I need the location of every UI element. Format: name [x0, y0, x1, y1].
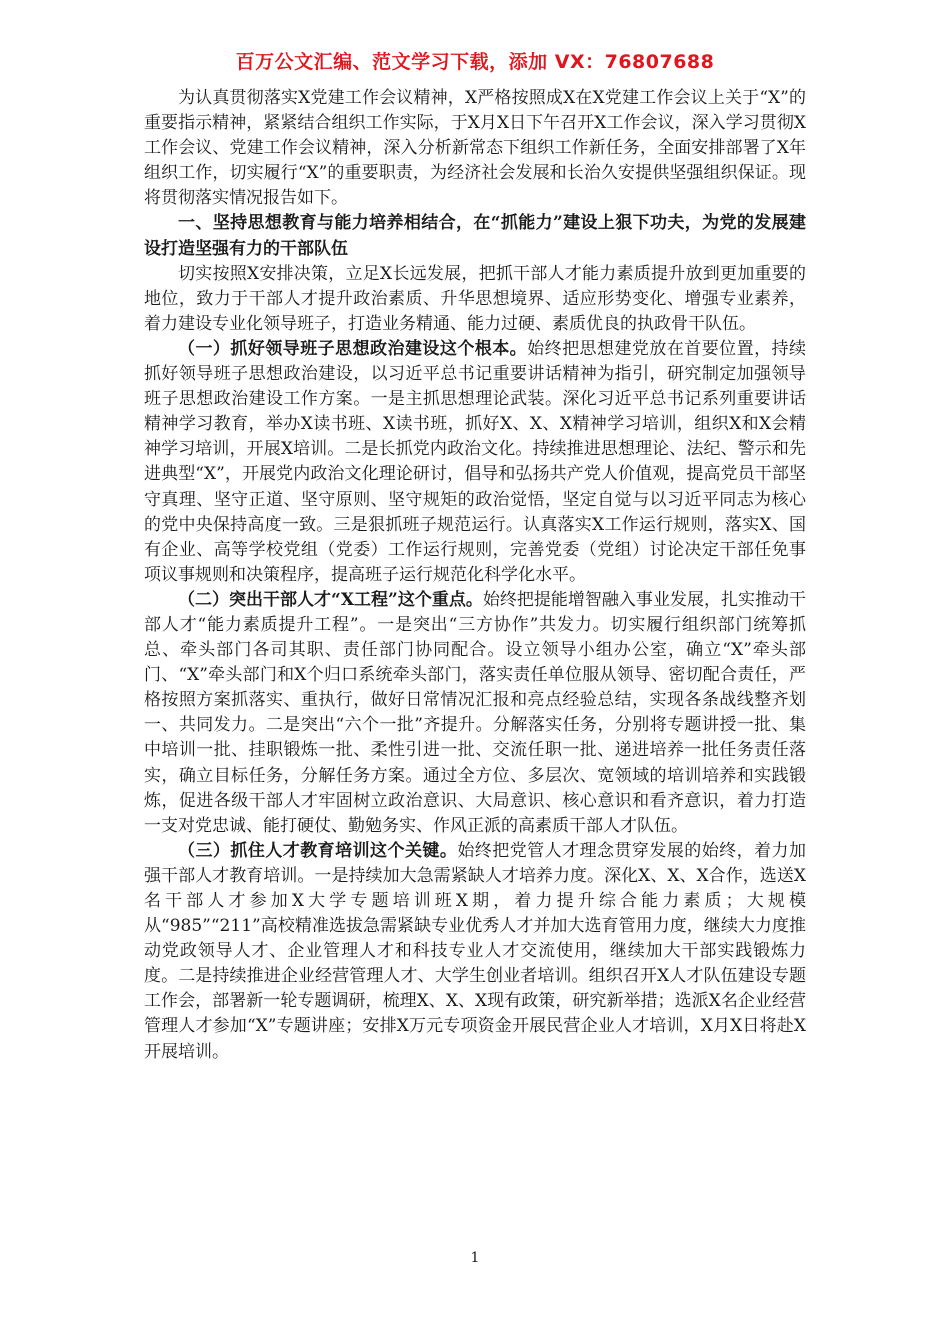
paragraph-item-3 — [144, 839, 806, 1065]
page-number: 1 — [470, 1250, 480, 1266]
paragraph-section-intro — [144, 262, 806, 337]
paragraph-intro — [144, 86, 806, 211]
banner-watermark: 百万公文汇编、范文学习下载，添加 VX：76807688 — [235, 51, 715, 73]
subheading-lead: （二）突出干部人才“X工程”这个重点。 — [178, 589, 483, 610]
subheading-lead: （一）抓好领导班子思想政治建设这个根本。 — [178, 338, 528, 359]
paragraph-text: 切实按照X安排决策，立足X长远发展，把抓干部人才能力素质提升放到更加重要的地位，致力于干部人才提升政治素质、升华思想境界、适应形势变化、增强专业素养，着力建设专业化领导班子，打造业务精通、能力过硬、素质优良的执政骨干队伍。 — [144, 263, 806, 334]
heading-text: 一、坚持思想教育与能力培养相结合，在“抓能力”建设上狠下功夫，为党的发展建设打造坚强有力的干部队伍 — [144, 213, 806, 259]
paragraph-text: 为认真贯彻落实X党建工作会议精神，X严格按照成X在X党建工作会议上关于“X”的重要指示精神，紧紧结合组织工作实际，于X月X日下午召开X工作会议，深入学习贯彻X工作会议、党建工作会议精神，深入分析新常态下组织工作新任务，全面安排部署了X年组织工作，切实履行“X”的重要职责，为经济社会发展和长治久安提供坚强组织保证。现将贯彻落实情况报告如下。 — [144, 88, 806, 209]
paragraph-item-2 — [144, 588, 806, 839]
document-body — [144, 86, 806, 1065]
paragraph-item-1 — [144, 337, 806, 588]
section-heading — [144, 211, 806, 261]
paragraph-text: 始终把党管人才理念贯穿发展的始终，着力加强干部人才教育培训。一是持续加大急需紧缺人才培养力度。深化X、X、X合作，选送X名干部人才参加X大学专题培训班X期，着力提升综合能力素质；大规模从“985”“211”高校精准选拔急需紧缺专业优秀人才并加大选育管用力度，继续大力度推动党政领导人才、企业管理人才和科技专业人才交流使用，继续加大干部实践锻炼力度。二是持续推进企业经营管理人才、大学生创业者培训。组织召开X人才队伍建设专题工作会，部署新一轮专题调研，梳理X、X、X现有政策，研究新举措；选派X名企业经营管理人才参加“X”专题讲座；安排X万元专项资金开展民营企业人才培训，X月X日将赴X开展培训。 — [144, 840, 807, 1062]
paragraph-text: 始终把思想建党放在首要位置，持续抓好领导班子思想政治建设，以习近平总书记重要讲话精神为指引，研究制定加强领导班子思想政治建设工作方案。一是主抓思想理论武装。深化习近平总书记系列重要讲话精神学习教育，举办X读书班、X读书班，抓好X、X、X精神学习培训，组织X和X会精神学习培训，开展X培训。二是长抓党内政治文化。持续推进思想理论、法纪、警示和先进典型“X”，开展党内政治文化理论研讨，倡导和弘扬共产党人价值观，提高党员干部坚守真理、坚守正道、坚守原则、坚守规矩的政治觉悟，坚定自觉与以习近平同志为核心的党中央保持高度一致。三是狠抓班子规范运行。认真落实X工作运行规则，落实X、国有企业、高等学校党组（党委）工作运行规则，完善党委（党组）讨论决定干部任免事项议事规则和决策程序，提高班子运行规范化科学化水平。 — [144, 338, 807, 585]
subheading-lead: （三）抓住人才教育培训这个关键。 — [178, 840, 458, 861]
paragraph-text: 始终把提能增智融入事业发展，扎实推动干部人才“能力素质提升工程”。一是突出“三方协作”共发力。切实履行组织部门统筹抓总、牵头部门各司其职、责任部门协同配合。设立领导小组办公室，确立“X”牵头部门、“X”牵头部门和X个归口系统牵头部门，落实责任单位服从领导、密切配合责任，严格按照方案抓落实、重执行，做好日常情况汇报和亮点经验总结，实现各条战线整齐划一、共同发力。二是突出“六个一批”齐提升。分解落实任务，分别将专题讲授一批、集中培训一批、挂职锻炼一批、柔性引进一批、交流任职一批、递进培养一批任务责任落实，确立目标任务，分解任务方案。通过全方位、多层次、宽领域的培训培养和实践锻炼，促进各级干部人才牢固树立政治意识、大局意识、核心意识和看齐意识，着力打造一支对党忠诚、能打硬仗、勤勉务实、作风正派的高素质干部人才队伍。 — [144, 589, 806, 836]
